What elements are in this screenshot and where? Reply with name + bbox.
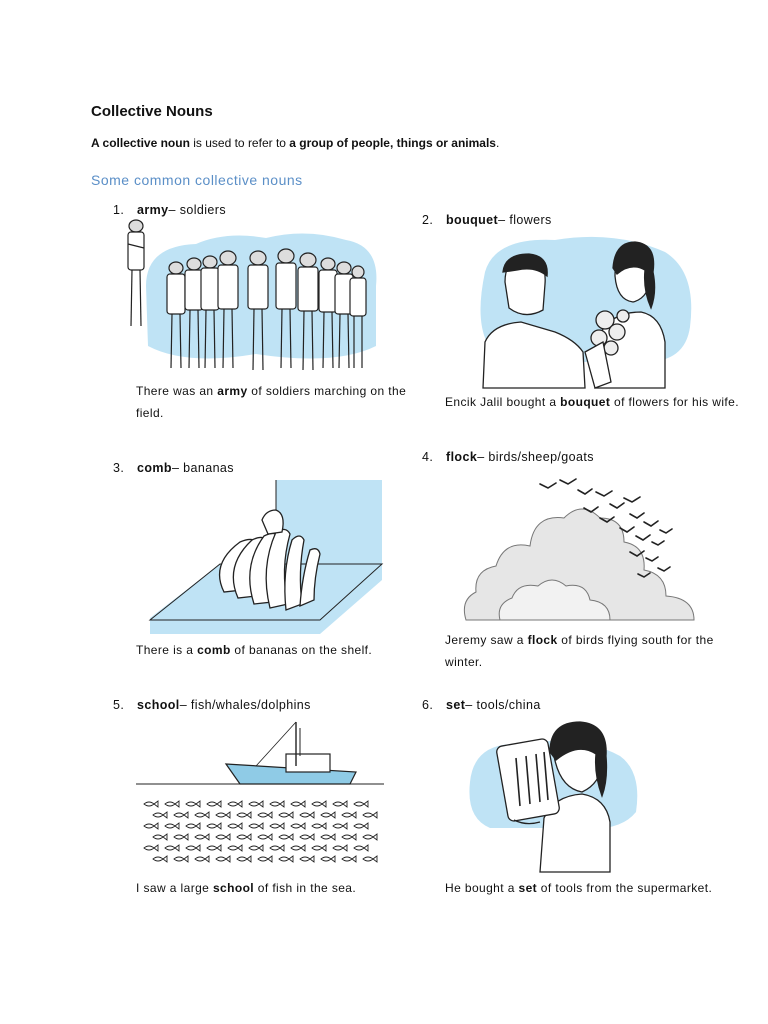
fish-icon — [333, 801, 347, 807]
fish-icon — [249, 823, 263, 829]
sentence-text: There was an — [136, 384, 218, 398]
fish-icon — [300, 856, 314, 862]
item-meaning: – fish/whales/dolphins — [179, 698, 311, 712]
item-word: flock — [446, 450, 478, 464]
fish-icon — [279, 812, 293, 818]
item-word: set — [446, 698, 466, 712]
fish-icon — [279, 856, 293, 862]
fish-icon — [144, 801, 158, 807]
fish-icon — [342, 834, 356, 840]
fish-icon — [363, 812, 377, 818]
fish-icon — [228, 801, 242, 807]
fish-icon — [216, 812, 230, 818]
item-meaning: – birds/sheep/goats — [477, 450, 594, 464]
sentence-text: of soldiers marching on the field. — [136, 384, 407, 420]
item-sentence-comb — [136, 639, 416, 661]
item-heading-flock — [422, 450, 594, 464]
fish-icon — [270, 823, 284, 829]
item-meaning: – bananas — [171, 461, 234, 475]
section-subheading: Some common collective nouns — [91, 172, 303, 188]
fish-icon — [186, 823, 200, 829]
sentence-text: He bought a — [445, 881, 519, 895]
fish-icon — [237, 812, 251, 818]
intro-middle: is used to refer to — [189, 136, 290, 150]
item-sentence-flock — [445, 629, 725, 673]
item-meaning: – soldiers — [168, 203, 226, 217]
fish-icon — [342, 856, 356, 862]
intro-end: . — [495, 136, 500, 150]
sentence-text: of birds flying south for the winter. — [445, 633, 714, 669]
fish-icon — [321, 856, 335, 862]
sentence-text: Jeremy saw a — [445, 633, 528, 647]
fish-icon — [216, 856, 230, 862]
sentence-text: There is a — [136, 643, 198, 657]
sentence-word: flock — [527, 633, 558, 647]
item-word: school — [137, 698, 180, 712]
item-word: army — [137, 203, 169, 217]
fish-icon — [342, 812, 356, 818]
item-meaning: – tools/china — [465, 698, 541, 712]
fish-icon — [216, 834, 230, 840]
fish-icon — [249, 845, 263, 851]
fish-icon — [144, 823, 158, 829]
fish-icon — [153, 834, 167, 840]
fish-icon — [207, 823, 221, 829]
fish-icon — [249, 801, 263, 807]
sentence-word: comb — [197, 643, 231, 657]
fish-icon — [153, 856, 167, 862]
sentence-word: school — [212, 881, 255, 895]
fish-icon — [354, 801, 368, 807]
tools-illustration — [470, 722, 642, 872]
fish-icon — [291, 823, 305, 829]
fish-icon — [363, 834, 377, 840]
item-number: 6. — [422, 698, 434, 712]
fish-icon — [195, 834, 209, 840]
item-heading-set — [422, 698, 541, 712]
sentence-word: bouquet — [560, 395, 611, 409]
item-heading-comb — [113, 461, 234, 475]
fish-icon — [165, 801, 179, 807]
sentence-text: of bananas on the shelf. — [230, 643, 373, 657]
item-number: 1. — [113, 203, 125, 217]
birds-illustration — [460, 470, 696, 626]
fish-icon — [258, 812, 272, 818]
fish-icon — [363, 856, 377, 862]
item-number: 5. — [113, 698, 125, 712]
fish-icon — [207, 845, 221, 851]
fish-icon — [174, 856, 188, 862]
fish-icon — [195, 812, 209, 818]
item-meaning: – flowers — [498, 213, 552, 227]
page-title: Collective Nouns — [91, 103, 213, 120]
fish-icon — [186, 801, 200, 807]
fish-icon — [144, 845, 158, 851]
fish-icon — [291, 845, 305, 851]
fish-icon — [270, 845, 284, 851]
fish-icon — [174, 834, 188, 840]
sentence-text: of tools from the supermarket. — [537, 881, 713, 895]
fish-icon — [312, 845, 326, 851]
fish-icon — [258, 856, 272, 862]
item-word: bouquet — [446, 213, 499, 227]
fish-icon — [165, 845, 179, 851]
fish-icon — [228, 823, 242, 829]
fish-boat-illustration — [136, 720, 384, 870]
intro-definition: a group of people, things or animals — [289, 136, 496, 150]
sentence-text: I saw a large — [136, 881, 213, 895]
item-number: 3. — [113, 461, 125, 475]
item-sentence-school — [136, 877, 416, 899]
fish-icon — [237, 856, 251, 862]
fish-icon — [312, 823, 326, 829]
item-heading-school — [113, 698, 311, 712]
soldiers-illustration — [136, 226, 382, 376]
item-word: comb — [137, 461, 172, 475]
fish-icon — [237, 834, 251, 840]
fish-icon — [270, 801, 284, 807]
fish-icon — [195, 856, 209, 862]
item-sentence-bouquet — [445, 391, 745, 413]
fish-icon — [207, 801, 221, 807]
fish-icon — [354, 823, 368, 829]
item-number: 4. — [422, 450, 434, 464]
item-number: 2. — [422, 213, 434, 227]
fish-icon — [279, 834, 293, 840]
fish-icon — [258, 834, 272, 840]
fish-icon — [300, 834, 314, 840]
fish-icon — [153, 812, 167, 818]
item-sentence-set — [445, 877, 745, 899]
sentence-word: set — [518, 881, 538, 895]
item-sentence-army — [136, 380, 426, 424]
fish-icon — [321, 812, 335, 818]
fish-icon — [312, 801, 326, 807]
bouquet-illustration — [465, 232, 695, 388]
intro-term: A collective noun — [91, 136, 190, 150]
fish-icon — [291, 801, 305, 807]
fish-icon — [354, 845, 368, 851]
fish-icon — [165, 823, 179, 829]
bananas-illustration — [150, 480, 382, 634]
intro-paragraph — [91, 136, 499, 150]
fish-icon — [174, 812, 188, 818]
fish-icon — [228, 845, 242, 851]
item-heading-bouquet — [422, 213, 552, 227]
sentence-text: of fish in the sea. — [254, 881, 357, 895]
fish-icon — [333, 823, 347, 829]
fish-icon — [321, 834, 335, 840]
item-heading-army — [113, 203, 226, 217]
sentence-text: Encik Jalil bought a — [445, 395, 561, 409]
fish-icon — [186, 845, 200, 851]
fish-icon — [300, 812, 314, 818]
fish-icon — [333, 845, 347, 851]
sentence-word: army — [217, 384, 248, 398]
sentence-text: of flowers for his wife. — [610, 395, 739, 409]
